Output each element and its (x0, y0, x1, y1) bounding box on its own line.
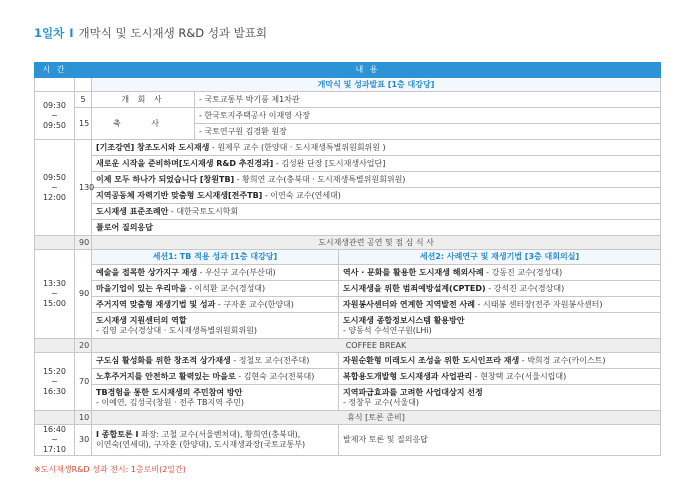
schedule-table (34, 62, 661, 456)
table-row (35, 265, 661, 281)
opening-time: 09:30 ~ 09:50 (35, 92, 75, 140)
table-row (35, 425, 661, 456)
keynote-item: 플로어 질의응답 (92, 220, 661, 236)
table-row (35, 281, 661, 297)
session2-item: 자원봉사센터와 연계한 지역발전 사례 - 시태봉 센터장(전주 자원봉사센터) (339, 297, 661, 313)
keynote-item: 지역공동체 자력기반 맞춤형 도시재생[전주TB] - 이연숙 교수(연세대) (92, 188, 661, 204)
session2-item: 자원순환형 미래도시 조성을 위한 도시인프라 재생 - 박희경 교수(카이스트) (339, 353, 661, 369)
break-row (35, 411, 661, 425)
duration-cell: 15 (75, 108, 92, 140)
session1-item: 예술을 접목한 상가지구 재생 - 우신구 교수(부산대) (92, 265, 339, 281)
keynote-item: 새로운 시작을 준비하며[도시재생 R&D 추진경과] - 김성완 단장 [도시재생사업단] (92, 156, 661, 172)
session1-item: 노후주거지를 안전하고 활력있는 마을로 - 김현숙 교수(전북대) (92, 369, 339, 385)
lunch-text: 도시재생관련 공연 및 점 심 식 사 (92, 236, 661, 250)
table-row (35, 172, 661, 188)
duration-cell: 70 (75, 353, 92, 411)
session2-item: 지역파급효과를 고려한 사업대상지 선정 - 정창무 교수(서울대) (339, 385, 661, 411)
table-row (35, 188, 661, 204)
session2-time: 13:30 ~ 15:00 (35, 250, 75, 339)
congrats-detail: - 국토연구원 김경환 원장 (195, 124, 661, 140)
header-time: 시 간 (35, 63, 75, 78)
coffee-text: COFFEE BREAK (92, 339, 661, 353)
discussion-qa: 발제자 토론 및 질의응답 (339, 425, 661, 456)
session2-item: 도시재생을 위한 범죄예방설계(CPTED) - 강석진 교수(경상대) (339, 281, 661, 297)
duration-cell: 90 (75, 250, 92, 339)
duration-cell: 130 (75, 140, 92, 236)
page-title (34, 25, 267, 41)
break-text: 휴식 [토론 준비] (92, 411, 661, 425)
congrats-detail: - 한국토지주택공사 이재영 사장 (195, 108, 661, 124)
duration-cell: 20 (75, 339, 92, 353)
duration-cell: 10 (75, 411, 92, 425)
session1-item: 도시재생 지원센터의 역할 - 김영 교수(경상대 · 도시재생특별위원회위원) (92, 313, 339, 339)
session2-item: 도시재생 종합정보시스템 활용방안 - 양동석 수석연구원(LHi) (339, 313, 661, 339)
table-row (35, 92, 661, 108)
table-row (35, 313, 661, 339)
table-row (35, 369, 661, 385)
header-content: 내 용 (75, 63, 661, 78)
footnote: ※도시재생R&D 성과 전시: 1층로비(2일간) (34, 465, 186, 474)
session1-heading: 세션1: TB 적용 성과 [1층 대강당] (92, 250, 339, 265)
session2-item: 복합용도개발형 도시재생과 사업관리 - 현창택 교수(서울시립대) (339, 369, 661, 385)
table-row (35, 220, 661, 236)
session1-item: 주거지역 맞춤형 재생기법 및 성과 - 구자훈 교수(한양대) (92, 297, 339, 313)
table-row (35, 140, 661, 156)
duration-cell: 30 (75, 425, 92, 456)
session1-item: TB경험을 통한 도시재생의 주민참여 방안 - 이예연, 김성국(창원 · 전주 TB지역 주민) (92, 385, 339, 411)
keynote-item: 이제 모두 하나가 되었습니다 [창원TB] - 황희연 교수(충북대 · 도시재생특별위원회위원) (92, 172, 661, 188)
table-row (35, 353, 661, 369)
coffee-row (35, 339, 661, 353)
table-row (35, 204, 661, 220)
table-row (35, 297, 661, 313)
session-titles-row (35, 250, 661, 265)
opening-detail: - 국토교통부 박기풍 제1차관 (195, 92, 661, 108)
session1-item: 마을기업이 있는 우리마을 - 이석환 교수(경성대) (92, 281, 339, 297)
keynote-time: 09:50 ~ 12:00 (35, 140, 75, 236)
table-row (35, 385, 661, 411)
discussion-panel: I 종합토론 I 좌장: 고철 교수(서울벤처대), 황희연(충북대), 이연숙(연세대), 구자훈 (한양대), 도시재생과장(국토교통부) (92, 425, 339, 456)
keynote-item: [기조강연] 창조도시와 도시재생 - 원제무 교수 (한양대 · 도시재생특별위원회위원 ) (92, 140, 661, 156)
session3-time: 15:20 ~ 16:30 (35, 353, 75, 411)
session1-title-row (35, 78, 661, 92)
lunch-row (35, 236, 661, 250)
congrats-label: 축 사 (92, 108, 195, 140)
header-row (35, 63, 661, 78)
discussion-time: 16:40 ~ 17:10 (35, 425, 75, 456)
session2-item: 역사 · 문화를 활용한 도시재생 해외사례 - 강동진 교수(경성대) (339, 265, 661, 281)
session1-title: 개막식 및 성과발표 [1층 대강당] (92, 78, 661, 92)
duration-cell: 5 (75, 92, 92, 108)
session1-item: 구도심 활성화를 위한 창조적 상가재생 - 정철모 교수(전주대) (92, 353, 339, 369)
session2-heading: 세션2: 사례연구 및 재생기법 [3층 대회의실] (339, 250, 661, 265)
title-separator: I (69, 26, 74, 40)
table-row (35, 108, 661, 124)
table-row (35, 156, 661, 172)
opening-label: 개 회 사 (92, 92, 195, 108)
title-text: 개막식 및 도시재생 R&D 성과 발표회 (78, 26, 268, 40)
day-label: 1일차 (34, 26, 65, 40)
duration-cell: 90 (75, 236, 92, 250)
keynote-item: 도시재생 표준조례안 - 대한국토도시학회 (92, 204, 661, 220)
